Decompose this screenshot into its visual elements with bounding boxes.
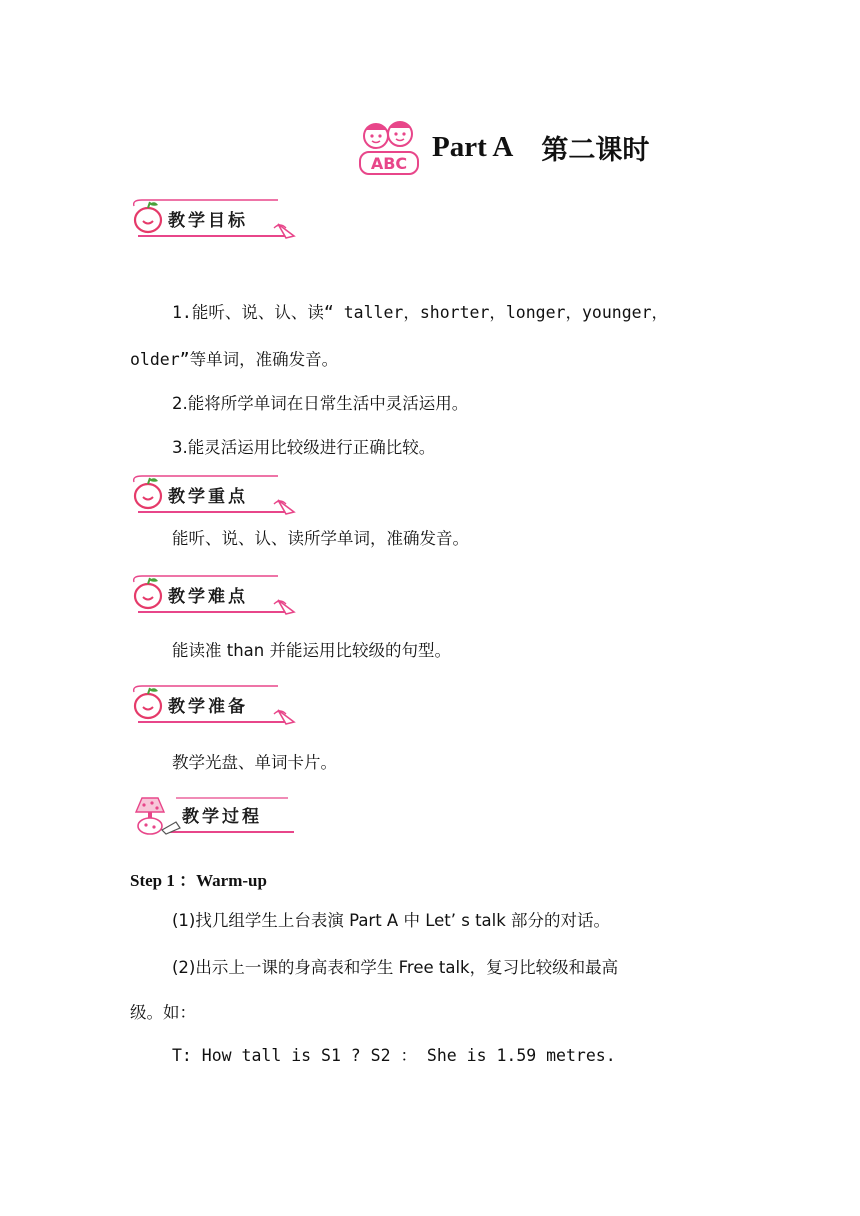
section-title: 教学目标 (168, 211, 248, 231)
process-paragraph-1: (1)找几组学生上台表演 Part A 中 Let’ s talk 部分的对话。 (172, 911, 611, 930)
key-points-text: 能听、说、认、读所学单词，准确发音。 (172, 529, 469, 548)
process-paragraph-2: (2)出示上一课的身高表和学生 Free talk，复习比较级和最高 (172, 958, 619, 977)
svg-text:ABC: ABC (370, 154, 408, 173)
objective-item-3: 3.能灵活运用比较级进行正确比较。 (172, 438, 436, 457)
step-1-title: Step 1 ：Warm-up (130, 871, 267, 890)
kids-abc-logo-icon (356, 116, 422, 178)
title-chinese: 第二课时 (541, 134, 650, 166)
section-title: 教学重点 (168, 487, 248, 507)
objective-item-1-cont: older”等单词，准确发音。 (130, 350, 339, 369)
dialogue-line: T: How tall is S1 ? S2 ： She is 1.59 metres. (172, 1046, 616, 1065)
section-banner-key-points (128, 474, 300, 518)
preparation-text: 教学光盘、单词卡片。 (172, 753, 337, 772)
objective-item-2: 2.能将所学单词在日常生活中灵活运用。 (172, 394, 469, 413)
section-banner-objectives (128, 198, 300, 242)
section-title: 教学难点 (168, 587, 248, 607)
section-title: 教学准备 (168, 697, 248, 717)
section-banner-process (128, 794, 300, 838)
difficulties-text: 能读准 than 并能运用比较级的句型。 (172, 641, 451, 660)
objective-item-1: 1.能听、说、认、读“ taller，shorter，longer，younger， (172, 303, 669, 322)
title-english: Part A (432, 130, 514, 163)
section-title: 教学过程 (182, 807, 262, 827)
page-title (356, 114, 649, 180)
process-paragraph-2-cont: 级。如： (130, 1003, 196, 1022)
section-banner-preparation (128, 684, 300, 728)
section-banner-difficulties (128, 574, 300, 618)
